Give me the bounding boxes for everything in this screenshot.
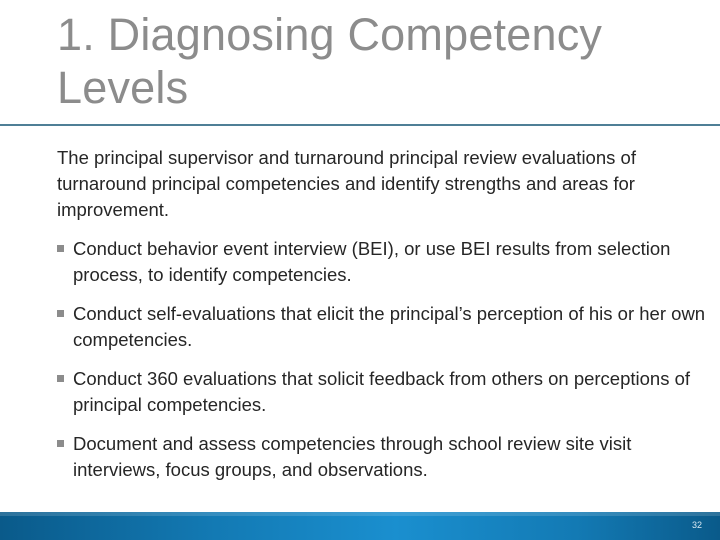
bullet-item xyxy=(57,301,707,353)
bullet-list xyxy=(57,236,707,496)
footer-highlight xyxy=(0,512,720,516)
square-bullet-icon xyxy=(57,245,64,252)
slide-title-line-2: Levels xyxy=(57,62,189,113)
intro-paragraph: The principal supervisor and turnaround principal review evaluations of turnaround principal competencies and identify strengths and areas for improvement. xyxy=(57,147,636,220)
square-bullet-icon xyxy=(57,375,64,382)
page-number: 32 xyxy=(691,520,702,530)
bullet-text: Conduct 360 evaluations that solicit feedback from others on perceptions of principal competencies. xyxy=(73,368,691,415)
square-bullet-icon xyxy=(57,310,64,317)
bullet-item xyxy=(57,366,707,418)
slide-title-line-1: 1. Diagnosing Competency xyxy=(57,9,603,60)
footer-bar xyxy=(0,512,720,540)
square-bullet-icon xyxy=(57,440,64,447)
title-divider xyxy=(0,124,720,126)
bullet-text: Conduct self-evaluations that elicit the principal’s perception of his or her own competencies. xyxy=(73,303,706,350)
bullet-item xyxy=(57,236,707,288)
bullet-item xyxy=(57,431,707,483)
bullet-text: Conduct behavior event interview (BEI), or use BEI results from selection process, to identify competencies. xyxy=(73,238,671,285)
bullet-text: Document and assess competencies through school review site visit interviews, focus groups, and observations. xyxy=(73,433,632,480)
slide-title xyxy=(57,8,697,114)
